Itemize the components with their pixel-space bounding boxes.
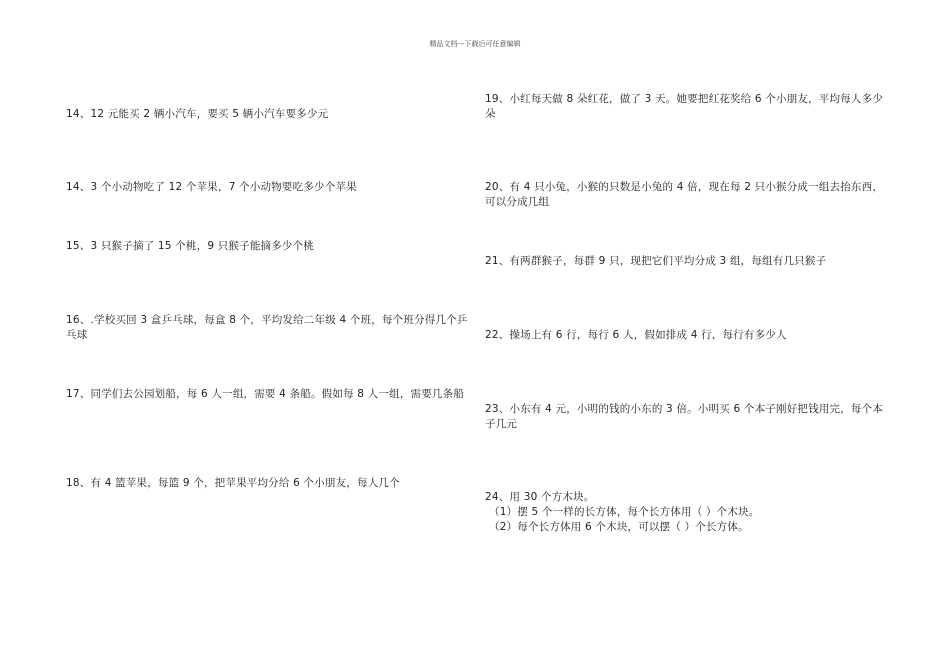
question-14a: 14、12 元能买 2 辆小汽车，要买 5 辆小汽车要多少元 (66, 108, 329, 120)
question-14b: 14、3 个小动物吃了 12 个苹果，7 个小动物要吃多少个苹果 (66, 181, 357, 193)
question-24-part-2: （2）每个长方体用 6 个木块，可以摆（ ）个长方体。 (489, 521, 749, 533)
question-22: 22、操场上有 6 行，每行 6 人，假如排成 4 行，每行有多少人 (485, 329, 787, 341)
question-23: 23、小东有 4 元，小明的钱的小东的 3 倍。小明买 6 个本子刚好把钱用完，每个本子几元 (485, 403, 884, 430)
question-24-title: 24、用 30 个方木块。 (485, 491, 595, 503)
question-21: 21、有两群猴子，每群 9 只，现把它们平均分成 3 组，每组有几只猴子 (485, 255, 827, 267)
question-24-part-1: （1）摆 5 个一样的长方体，每个长方体用（ ）个木块。 (489, 506, 760, 518)
question-19: 19、小红每天做 8 朵红花，做了 3 天。她要把红花奖给 6 个小朋友，平均每人多少朵 (485, 93, 884, 120)
question-17: 17、同学们去公园划船，每 6 人一组，需要 4 条船。假如每 8 人一组，需要几条船 (66, 388, 465, 400)
question-18: 18、有 4 篮苹果，每篮 9 个，把苹果平均分给 6 个小朋友，每人几个 (66, 477, 400, 489)
question-15: 15、3 只猴子摘了 15 个桃，9 只猴子能摘多少个桃 (66, 240, 315, 252)
question-20: 20、有 4 只小兔，小猴的只数是小兔的 4 倍，现在每 2 只小猴分成一组去抬东西，可以分成几组 (485, 181, 884, 208)
page-header: 精品文档---下载后可任意编辑 (429, 40, 521, 48)
question-24 (485, 490, 890, 535)
question-16: 16、.学校买回 3 盒乒乓球，每盒 8 个，平均发给二年级 4 个班，每个班分得几个乒乓球 (66, 314, 468, 341)
